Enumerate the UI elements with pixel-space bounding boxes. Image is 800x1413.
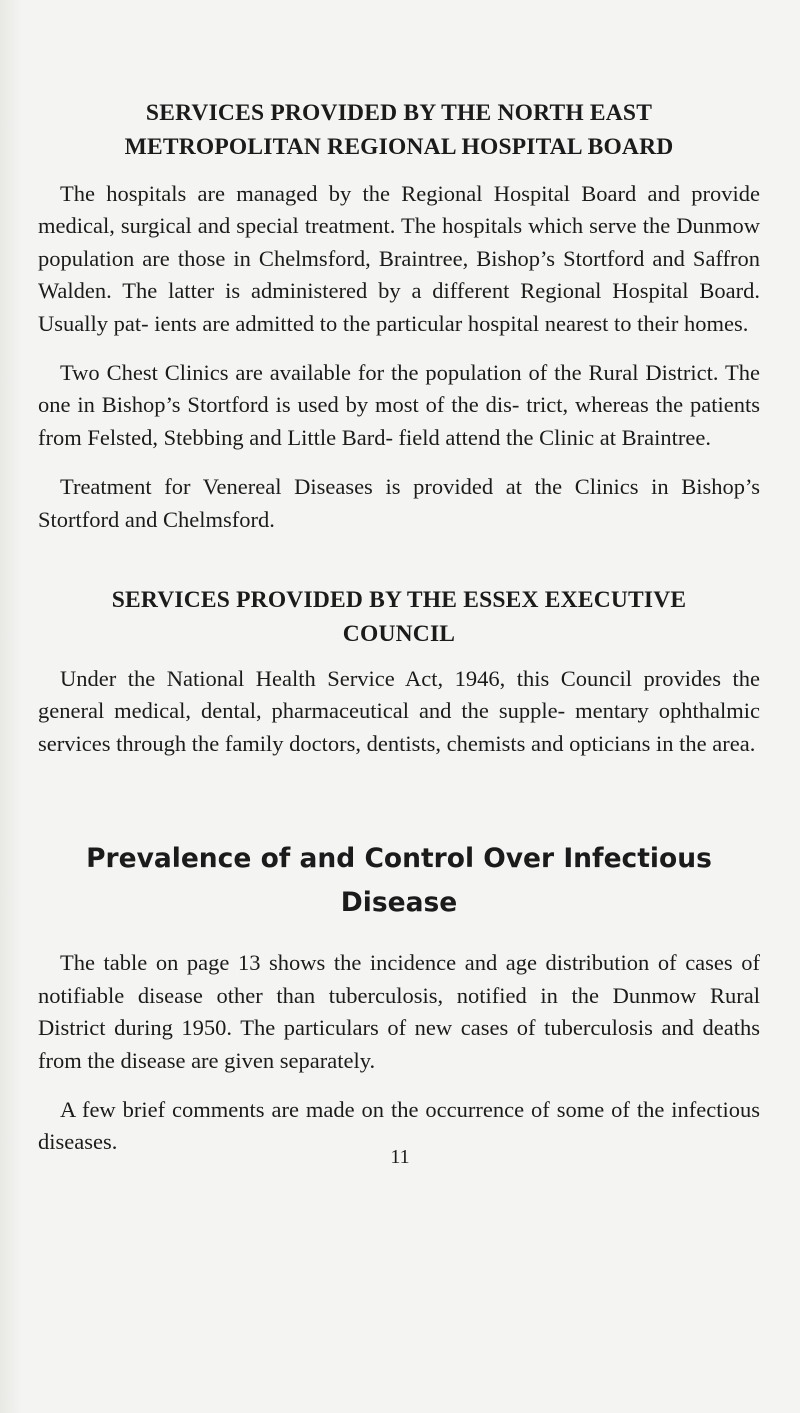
heading-line: COUNCIL xyxy=(342,621,456,648)
heading-infectious-disease xyxy=(38,837,760,925)
heading-essex-executive-council xyxy=(38,583,760,651)
heading-line: SERVICES PROVIDED BY THE ESSEX EXECUTIVE xyxy=(111,587,687,614)
heading-line: Prevalence of and Control Over Infectious xyxy=(86,843,712,875)
scan-edge xyxy=(0,0,22,1413)
heading-regional-hospital-board xyxy=(38,96,760,164)
page-number: 11 xyxy=(390,1146,410,1168)
page-content xyxy=(38,96,760,1159)
heading-line: SERVICES PROVIDED BY THE NORTH EAST xyxy=(145,100,653,126)
paragraph-notifiable-disease-table: The table on page 13 shows the incidence and age distribution of cases of notifiable disease other than tuberculosis, notified in the Dunmow Rural District during 1950. The particulars of new cases of tuberculosis and deaths from the disease are given separately. xyxy=(38,950,760,1073)
paragraph-brief-comments: A few brief comments are made on the occurrence of some of the infectious diseases. xyxy=(38,1096,760,1155)
paragraph-nhs-act: Under the National Health Service Act, 1946, this Council provides the general medical, dental, pharmaceutical and the supple- mentary ophthalmic services through the family doctors, dentists, chemists and opticians in the area. xyxy=(38,666,760,756)
paragraph-chest-clinics: Two Chest Clinics are available for the population of the Rural District. The one in Bishop’s Stortford is used by most of the dis- trict, whereas the patients from Felsted, Stebbing and Little Bard- field attend the Clinic at Braintree. xyxy=(38,360,760,450)
paragraph-venereal-diseases: Treatment for Venereal Diseases is provided at the Clinics in Bishop’s Stortford and Chelmsford. xyxy=(38,474,760,532)
heading-line: METROPOLITAN REGIONAL HOSPITAL BOARD xyxy=(124,134,674,160)
paragraph-hospitals: The hospitals are managed by the Regional Hospital Board and provide medical, surgical and special treatment. The hospitals which serve the Dunmow population are those in Chelmsford, Braintree, Bishop’s Stortford and Saffron Walden. The latter is administered by a different Regional Hospital Board. Usually pat- ients are admitted to the particular hospital nearest to their homes. xyxy=(38,181,760,336)
heading-line: Disease xyxy=(340,887,458,919)
